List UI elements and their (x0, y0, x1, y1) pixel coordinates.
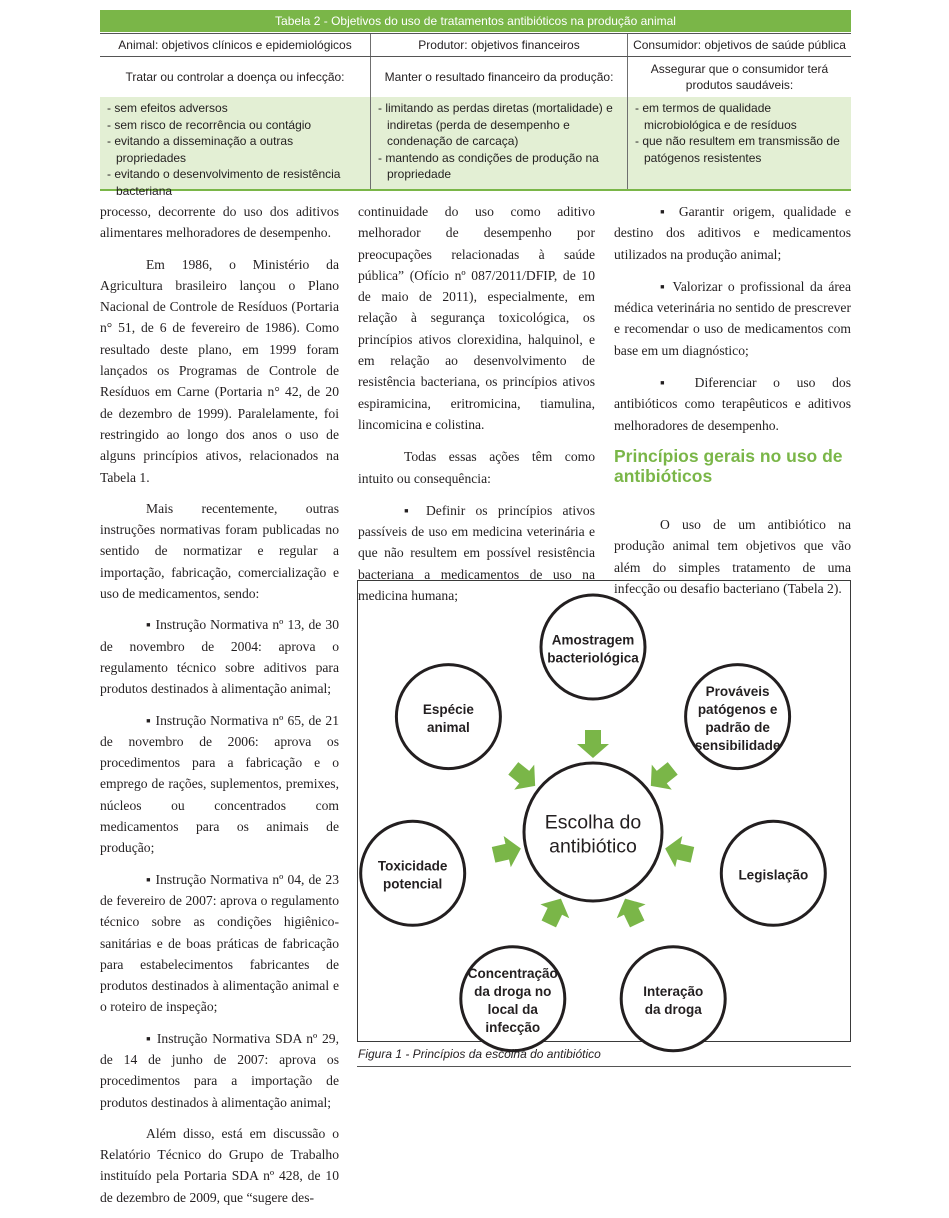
paragraph: Mais recentemente, outras instruções normativas foram publicadas no sentido de normatizar e regular a importação, fabricação, comercialização e uso de medicamentos, sendo: (100, 500, 339, 602)
section-title: Princípios gerais no uso de antibióticos (614, 445, 843, 486)
list-item: - em termos de qualidade microbiológica e de resíduos (635, 101, 797, 132)
node-interacao-droga-label: Interação da droga (643, 984, 704, 1017)
list-item: - evitando o desenvolvimento de resistência bacteriana (107, 167, 341, 198)
list-item: - limitando as perdas diretas (mortalidade) e indiretas (perda de desempenho e condenação de carcaça) (378, 101, 613, 148)
list-item: - evitando a disseminação a outras propriedades (107, 134, 294, 165)
figure-diagram (357, 580, 851, 1042)
node-legislacao-label: Legislação (738, 867, 809, 883)
figure-caption: Figura 1 - Princípios da escolha do antibiótico (358, 1047, 601, 1061)
text-column-middle (358, 201, 595, 616)
paragraph: O uso de um antibiótico na produção animal tem objetivos que vão além do simples tratamento de uma infecção ou desafio bacteriano (Tabela 2). (614, 516, 851, 596)
table-title: Tabela 2 - Objetivos do uso de tratamentos antibióticos na produção animal (100, 10, 851, 32)
paragraph: Além disso, está em discussão o Relatório Técnico do Grupo de Trabalho instituído pela Portaria SDA nº 428, de 10 de dezembro de 2009, que “sugere des- (100, 1125, 339, 1205)
text-column-left (100, 201, 339, 1218)
bullet-item: ▪ Diferenciar o uso dos antibióticos como terapêuticos e aditivos melhoradores de desempenho. (614, 372, 851, 436)
diagram-canvas (358, 581, 850, 1041)
node-provaveis-patogenos-label: Prováveis patógenos e padrão de sensibilidade (694, 683, 781, 753)
bullet-item: ▪ Instrução Normativa SDA nº 29, de 14 de junho de 2007: aprova os procedimentos para a importação de produtos destinados à alimentação animal; (100, 1028, 339, 1113)
table-header-cell: Consumidor: objetivos de saúde pública (627, 34, 851, 56)
bullet-item: ▪ Definir os princípios ativos passíveis de uso em medicina veterinária e que não resultem em possível resistência bacteriana a medicamentos de uso na medicina humana; (358, 500, 595, 606)
paragraph: continuidade do uso como aditivo melhorador de desempenho por preocupações relacionadas à saúde pública” (Ofício nº 087/2011/DFIP, de 10 de maio de 2011), especialmente, em relação à segurança toxicológica, os princípios ativos clorexidina, halquinol, e em relação ao desenvolvimento de resistência bacteriana, os princípios ativos espiramicina, eritromicina, tiamulina, lincomicina e colistina. (358, 204, 595, 432)
node-especie-animal-label: Espécie animal (422, 701, 474, 735)
table-list-row (100, 97, 851, 198)
list-item: - sem efeitos adversos (107, 101, 228, 115)
paragraph: processo, decorrente do uso dos aditivos alimentares melhoradores de desempenho. (100, 204, 339, 241)
arrow-icon (662, 833, 696, 870)
table-objective-cell: Assegurar que o consumidor terá produtos saudáveis: (627, 57, 851, 97)
paragraph: Todas essas ações têm como intuito ou consequência: (358, 449, 595, 486)
list-item: - que não resultem em transmissão de patógenos resistentes (635, 134, 840, 165)
table-objective-cell: Tratar ou controlar a doença ou infecção: (125, 69, 345, 84)
arrow-icon (490, 833, 524, 870)
list-item: - sem risco de recorrência ou contágio (107, 117, 312, 132)
node-amostragem-label: Amostragem bacteriológica (547, 632, 639, 666)
center-node-label: Escolha do antibiótico (544, 811, 642, 858)
objectives-table (100, 33, 851, 198)
table-header-row (100, 33, 851, 57)
table-objective-cell: Manter o resultado financeiro da produção: (370, 57, 627, 97)
table-list-cell (100, 97, 370, 198)
table-list-cell (370, 97, 627, 189)
bullet-item: ▪ Instrução Normativa nº 65, de 21 de novembro de 2006: aprova os procedimentos para a fabricação e o emprego de rações, suplementos, premixes, núcleos ou concentrados com medicamentos para os animais de produção; (100, 710, 339, 859)
node-toxicidade-label: Toxicidade potencial (377, 858, 448, 892)
node-concentracao-droga-label: Concentração da droga no local da infecção (467, 966, 558, 1035)
bullet-item: ▪ Valorizar o profissional da área médica veterinária no sentido de prescrever e recomendar o uso de medicamentos com base em um diagnóstico; (614, 276, 851, 361)
table-header-cell: Animal: objetivos clínicos e epidemiológicos (118, 37, 352, 52)
table-header-cell: Produtor: objetivos financeiros (370, 34, 627, 56)
paragraph: Em 1986, o Ministério da Agricultura brasileiro lançou o Plano Nacional de Controle de Resíduos (Portaria n° 51, de 6 de fevereiro de 1986). Como resultado deste plano, em 1999 foram lançados os Programas de Controle de Resíduos em Carne (Portaria n° 42, de 20 de dezembro de 1999). Paralelamente, foi restringido ao longo dos anos o uso de alguns princípios ativos, relacionados na Tabela 1. (100, 256, 339, 485)
caption-rule (357, 1066, 851, 1067)
list-item: - mantendo as condições de produção na propriedade (378, 150, 599, 181)
arrow-icon (577, 730, 609, 758)
table-objective-row (100, 57, 851, 97)
text-column-right (614, 201, 851, 609)
bullet-item: ▪ Instrução Normativa nº 04, de 23 de fevereiro de 2007: aprova o regulamento técnico sobre as condições higiênico-sanitárias e de boas práticas de fabricação para estabelecimentos fabricantes de produtos destinados à alimentação animal e o roteiro de inspeção; (100, 869, 339, 1018)
bullet-item: ▪ Instrução Normativa nº 13, de 30 de novembro de 2004: aprova o regulamento técnico sobre aditivos para produtos destinados à alimentação animal; (100, 614, 339, 699)
bullet-item: ▪ Garantir origem, qualidade e destino dos aditivos e medicamentos utilizados na produção animal; (614, 201, 851, 265)
table-list-cell (627, 97, 851, 189)
